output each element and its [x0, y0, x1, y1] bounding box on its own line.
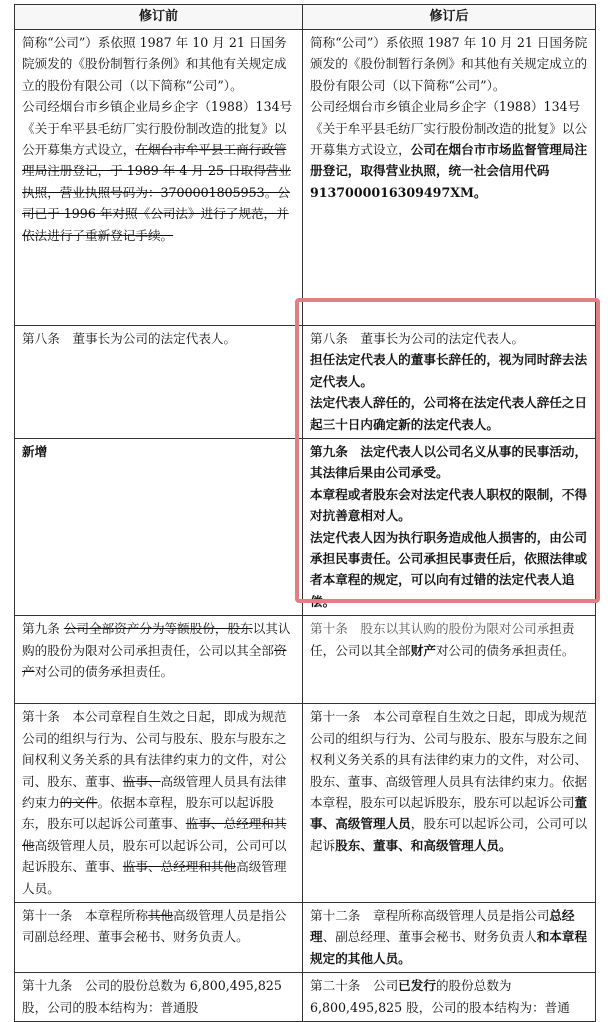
cell-before	[15, 30, 303, 326]
text-segment: 担责任，公司以其全部	[310, 621, 575, 658]
text-segment: 第二十条 公司	[310, 978, 399, 994]
table-row	[15, 704, 596, 903]
cell-after	[303, 973, 596, 1022]
cell-after	[303, 326, 596, 439]
added-text: 公司在烟台市市场监督管理局注册登记，取得营业执照，统一社会信用代码 9137000016309497XM。	[310, 142, 588, 200]
text-segment: 简称“公司”）系依照 1987 年 10 月 21 日国务院颁发的《股份制暂行条例》和其他有关规定成立的股份有限公司（以下简称“公司”）。	[22, 35, 287, 93]
cell-before	[15, 616, 303, 704]
text-segment: 第九条	[22, 621, 64, 637]
deleted-text: 监事、总经理和其他	[22, 816, 287, 853]
cell-after	[303, 902, 596, 972]
header-after: 修订后	[303, 5, 596, 30]
table-row	[15, 30, 596, 326]
cell-before	[15, 326, 303, 439]
cell-before	[15, 902, 303, 972]
added-text: 本章程或者股东会对法定代表人职权的限制，不得对抗善意相对人。	[310, 486, 588, 524]
text-segment: 第八条 董事长为公司的法定代表人。	[310, 331, 525, 346]
cell-after	[303, 704, 596, 903]
deleted-text: 在烟台市牟平县工商行政管理局注册登记，于 1989 年 4 月 25 日取得营业执照，营业执照号码为：3700001805953。公司已于 1996 年对照《公司法》进行了规范，并依法进行了重新登记手续。	[22, 142, 292, 243]
table-row	[15, 439, 596, 616]
header-before: 修订前	[15, 5, 303, 30]
text-segment: 高级管理人员，股东可以起诉公司，公司可以起诉股东、董事、	[22, 837, 287, 875]
added-text: 和本章程规定的其他人员。	[310, 929, 588, 966]
text-segment: 第十一条 本章程所称	[22, 907, 148, 923]
text-segment: 第八条 董事长为公司的法定代表人。	[22, 331, 237, 346]
text-segment: 高级管理人员是指公司副总经理、董事会秘书、财务负责人。	[22, 907, 287, 945]
deleted-text: 其他	[147, 907, 174, 923]
text-segment: 的股份总数为 6,800,495,825 股，公司的股本结构为：普通	[310, 978, 570, 1015]
text-segment: 第十二条 章程所称高级管理人员是指公司	[310, 907, 550, 923]
text-segment: 。依据本章程，股东可以起诉股东，股东可以起诉公司董事、	[22, 794, 274, 832]
text-segment: 简称“公司”）系依照 1987 年 10 月 21 日国务院颁发的《股份制暂行条例》和其他有关规定成立的股份有限公司（以下简称“公司”）。	[310, 35, 588, 93]
added-text: 总经理	[310, 907, 575, 945]
deleted-text: 监事、	[122, 773, 161, 789]
text-segment: 第十条 本公司章程自生效之日起，即成为规范公司的组织与行为、公司与股东、股东与股东之间权利义务关系的具有法律约束力的文件，对公司、股东、董事、	[22, 709, 287, 789]
text-segment: 高级管理人员具有法律约束力	[22, 773, 287, 810]
cell-after	[303, 439, 596, 616]
added-text: 董事、高级管理人员	[310, 794, 588, 832]
cell-before	[15, 439, 303, 616]
cell-before	[15, 973, 303, 1022]
text-segment: 对公司的债务承担责任。	[435, 642, 575, 658]
cell-after	[303, 30, 596, 326]
text-segment: 以其认购的股份为限对公司承担责任，公司以其全部	[22, 621, 291, 658]
added-text: 财产	[410, 642, 436, 658]
added-text: 已发行	[398, 978, 436, 994]
text-segment: 高级管理人员。	[22, 859, 287, 896]
text-segment: 第十九条 公司的股份总数为 6,800,495,825 股，公司的股本结构为：普通股	[22, 978, 282, 1015]
deleted-text: 资产	[22, 642, 287, 680]
added-text: 第九条 法定代表人以公司名义从事的民事活动，其法律后果由公司承受。	[310, 444, 588, 481]
table-row	[15, 616, 596, 704]
deleted-text: 公司全部资产分为等额股份，股东	[63, 621, 253, 637]
added-text: 股东、董事、和高级管理人员。	[335, 837, 512, 853]
deleted-text: 的文件	[59, 794, 98, 810]
table-header-row	[15, 5, 596, 30]
text-segment: 第十条 股东以其认购的股份为限对公司承	[310, 621, 550, 637]
added-text: 担任法定代表人的董事长辞任的，视为同时辞去法定代表人。	[310, 352, 588, 389]
deleted-text: 监事、总经理和其他	[122, 859, 237, 875]
text-segment: 、副总经理、董事会秘书、财务负责人	[322, 929, 537, 945]
table-row	[15, 973, 596, 1022]
cell-before	[15, 704, 303, 903]
text-segment: 公司经烟台市乡镇企业局乡企字（1988）134号《关于牟平县毛纺厂实行股份制改造的批复》以公开募集方式设立，	[310, 99, 588, 158]
added-text: 法定代表人辞任的，公司将在法定代表人辞任之日起三十日内确定新的法定代表人。	[310, 395, 588, 432]
revision-comparison-table	[14, 4, 596, 1022]
text-segment: 对公司的债务承担责任。	[34, 664, 174, 680]
table-row	[15, 326, 596, 439]
cell-after	[303, 616, 596, 704]
text-segment: 第十一条 本公司章程自生效之日起，即成为规范公司的组织与行为、公司与股东、股东与股东之间权利义务关系的具有法律约束力的文件，对公司、股东、董事、高级管理人员具有法律约束力。依据本章程，股东可以起诉股东，股东可以起诉公司	[310, 709, 588, 810]
added-text: 法定代表人因为执行职务造成他人损害的，由公司承担民事责任。公司承担民事责任后，依照法律或者本章程的规定，可以向有过错的法定代表人追偿。	[310, 529, 588, 609]
text-segment: ，股东可以起诉公司，公司可以起诉	[310, 816, 588, 853]
text-segment: 公司经烟台市乡镇企业局乡企字（1988）134号《关于牟平县毛纺厂实行股份制改造的批复》以公开募集方式设立，	[22, 99, 293, 158]
table-row	[15, 902, 596, 972]
new-added-label: 新增	[22, 444, 48, 460]
